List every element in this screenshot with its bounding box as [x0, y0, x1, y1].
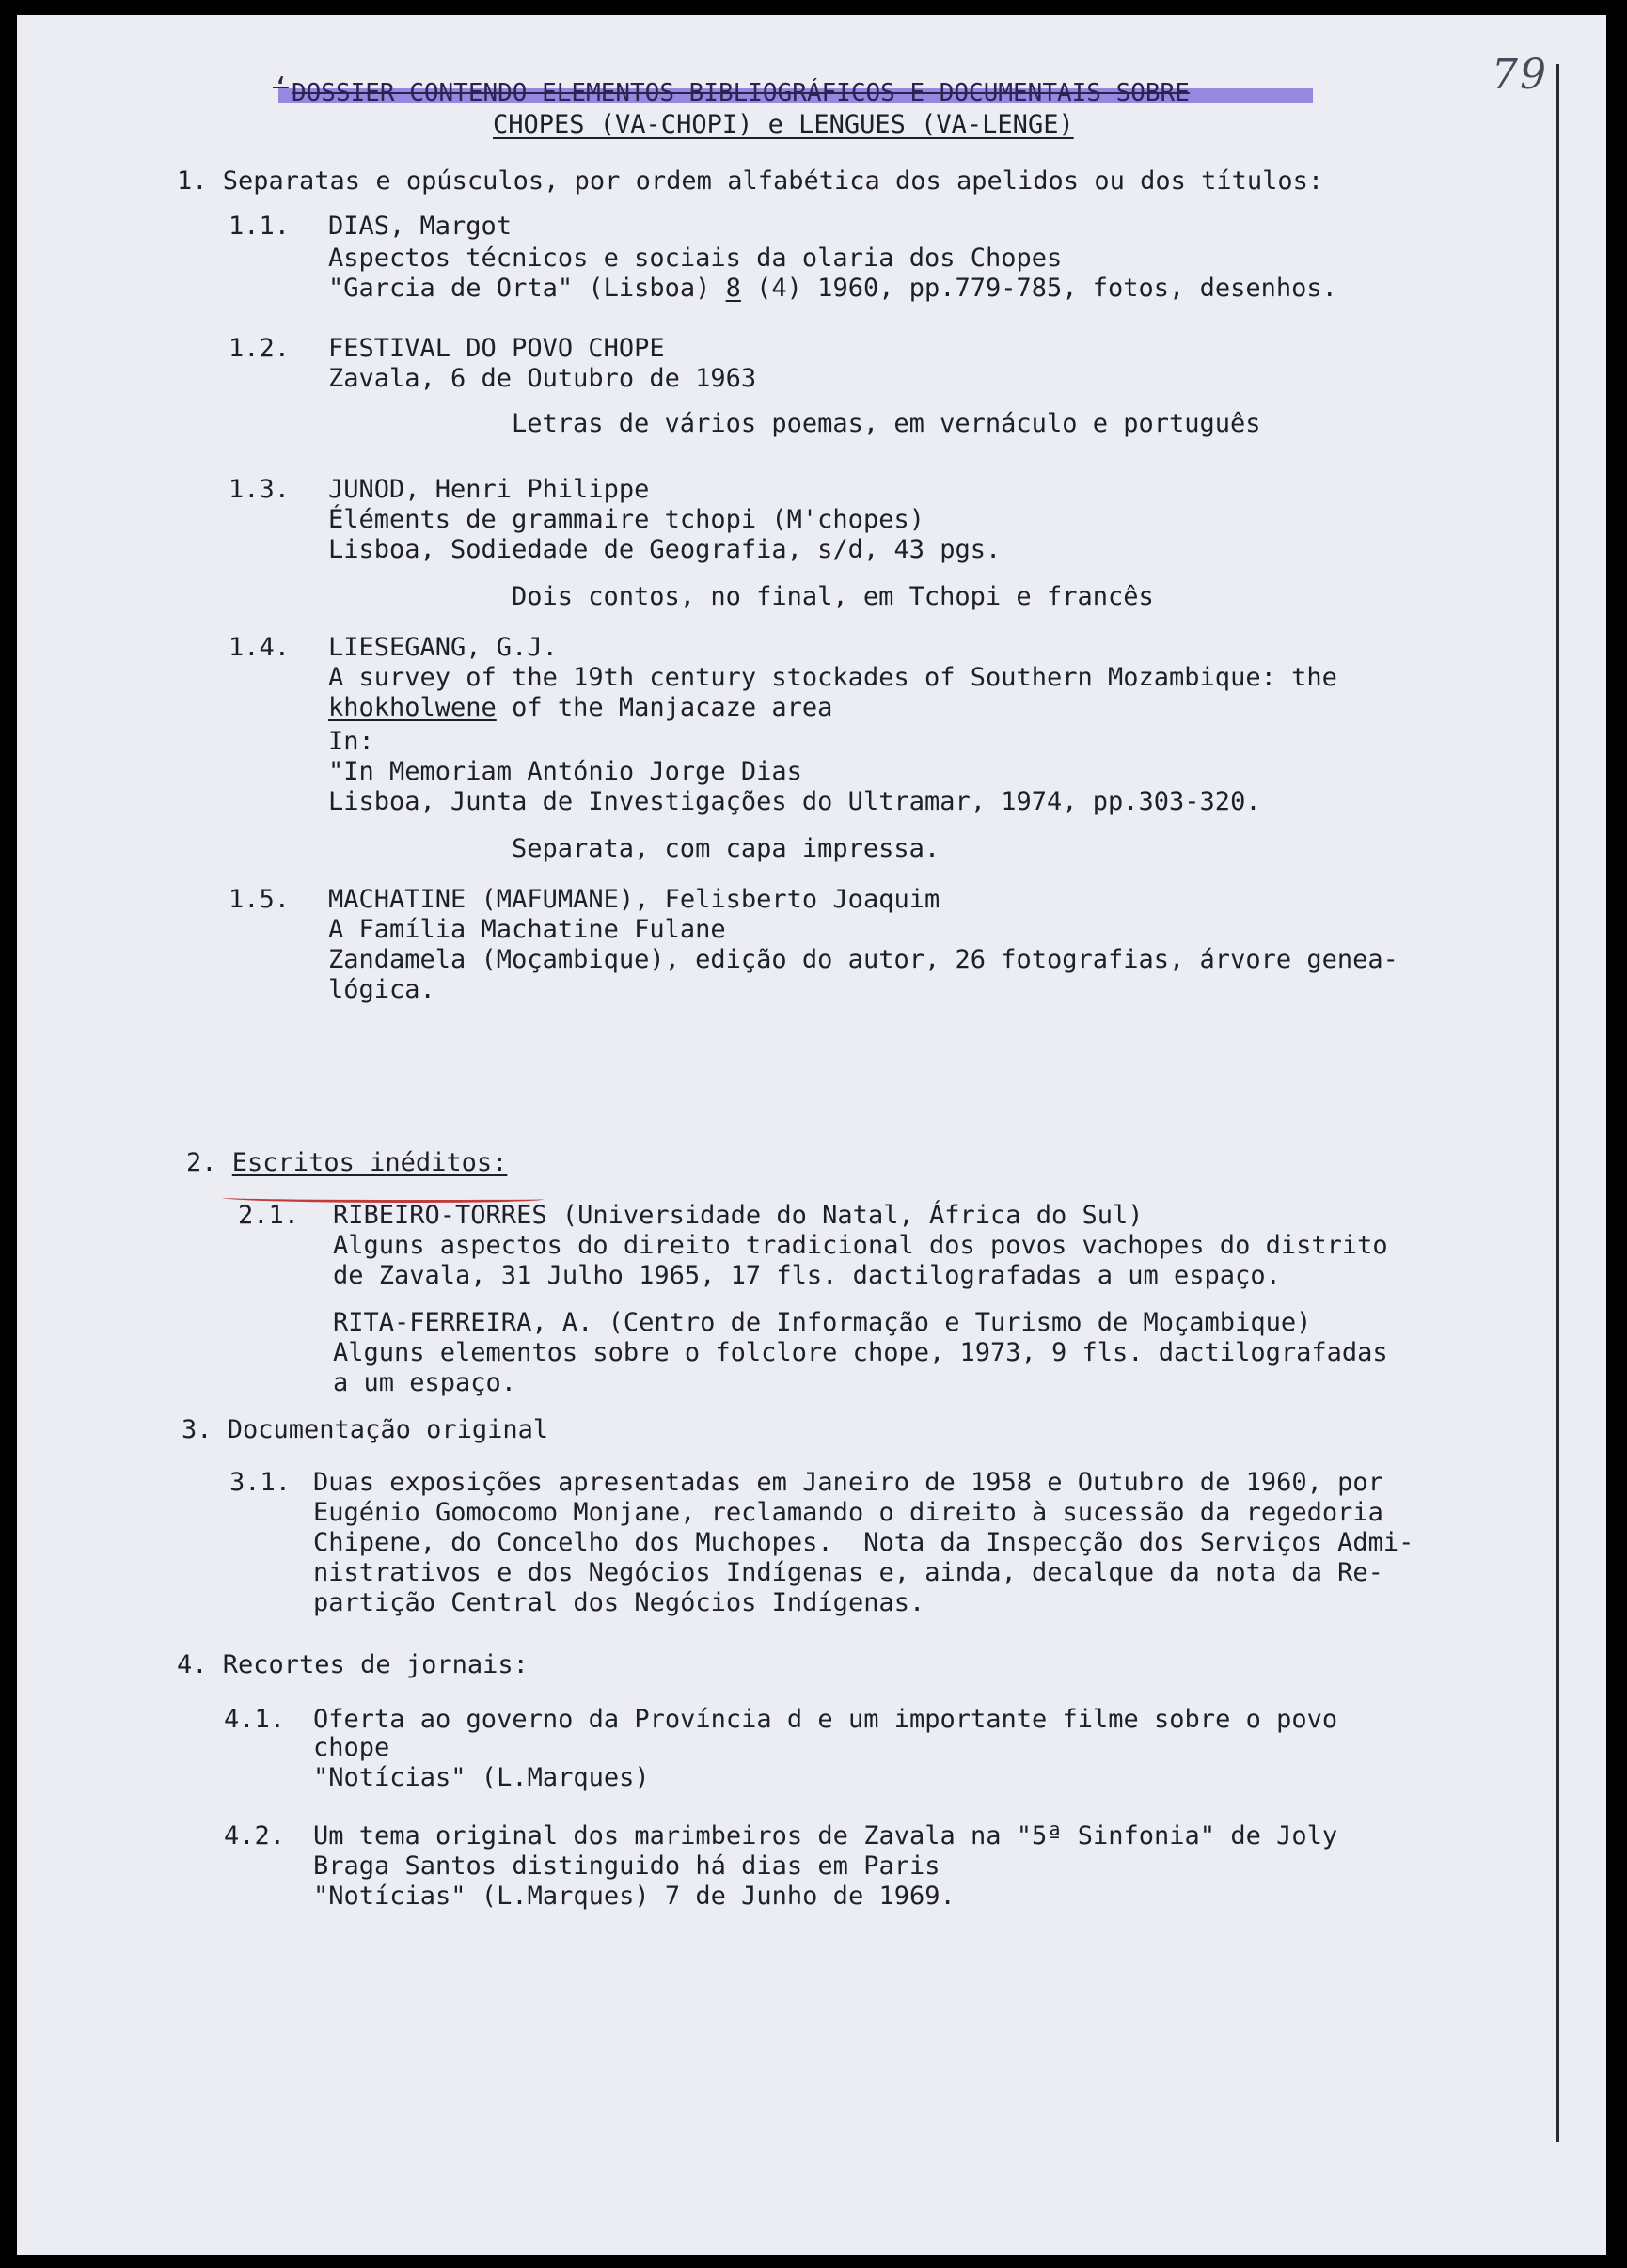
entry-number: 2.1.	[238, 1201, 300, 1230]
entry-source	[328, 275, 1337, 303]
entry-title-cont: Braga Santos distinguido há dias em Paris	[313, 1851, 940, 1881]
section-1-heading: 1. Separatas e opúsculos, por ordem alfabética dos apelidos ou dos títulos:	[177, 166, 1324, 196]
section-number: 2.	[186, 1148, 232, 1177]
entry-text: Chipene, do Concelho dos Muchopes. Nota da Inspecção dos Serviços Admi-	[313, 1528, 1414, 1557]
entry-collection: "In Memoriam António Jorge Dias	[328, 757, 802, 786]
entry-author: RITA-FERREIRA, A. (Centro de Informação e Turismo de Moçambique)	[333, 1308, 1312, 1337]
entry-author: JUNOD, Henri Philippe	[328, 475, 650, 504]
tick-mark: ‘	[273, 71, 289, 102]
entry-title-part: of the Manjacaze area	[496, 693, 833, 722]
entry-title-cont	[328, 694, 832, 722]
section-title: Escritos inéditos:	[231, 1148, 508, 1177]
entry-title-cont: de Zavala, 31 Julho 1965, 17 fls. dactilografadas a um espaço.	[333, 1261, 1281, 1290]
entry-title: A survey of the 19th century stockades of Southern Mozambique: the	[328, 663, 1337, 692]
entry-source-part: "Garcia de Orta" (Lisboa)	[328, 274, 726, 303]
entry-author: LIESEGANG, G.J.	[328, 633, 558, 662]
entry-number: 1.1.	[229, 212, 291, 241]
entry-title: Alguns elementos sobre o folclore chope, 1973, 9 fls. dactilografadas	[333, 1338, 1388, 1367]
entry-text: Eugénio Gomocomo Monjane, reclamando o direito à sucessão da regedoria	[313, 1498, 1383, 1527]
entry-title: A Família Machatine Fulane	[328, 915, 726, 944]
entry-note: Separata, com capa impressa.	[512, 834, 940, 863]
entry-source: "Notícias" (L.Marques)	[313, 1763, 650, 1792]
section-3-heading: 3. Documentação original	[182, 1415, 549, 1444]
entry-text: partição Central dos Negócios Indígenas.	[313, 1588, 925, 1617]
margin-rule	[1556, 64, 1559, 2142]
struck-title-text: DOSSIER CONTENDO ELEMENTOS BIBLIOGRÁFICOS E DOCUMENTAIS SOBRE	[292, 79, 1190, 107]
entry-number: 1.2.	[229, 334, 291, 363]
entry-title-cont: chope	[313, 1733, 390, 1762]
entry-number: 1.5.	[229, 885, 291, 914]
entry-author: MACHATINE (MAFUMANE), Felisberto Joaquim	[328, 885, 940, 914]
entry-title: Éléments de grammaire tchopi (M'chopes)	[328, 505, 924, 534]
entry-number: 1.3.	[229, 475, 291, 504]
entry-author: FESTIVAL DO POVO CHOPE	[328, 334, 665, 363]
entry-number: 4.1.	[224, 1705, 286, 1734]
entry-text: Duas exposições apresentadas em Janeiro de 1958 e Outubro de 1960, por	[313, 1468, 1383, 1497]
document-subtitle: CHOPES (VA-CHOPI) e LENGUES (VA-LENGE)	[493, 110, 1074, 139]
entry-note: Letras de vários poemas, em vernáculo e português	[512, 409, 1261, 438]
entry-author: DIAS, Margot	[328, 212, 513, 241]
entry-number: 3.1.	[229, 1468, 292, 1497]
entry-title: Zavala, 6 de Outubro de 1963	[328, 364, 757, 393]
entry-in: In:	[328, 727, 374, 756]
entry-source: Lisboa, Junta de Investigações do Ultramar, 1974, pp.303-320.	[328, 787, 1261, 816]
section-2-heading	[186, 1149, 507, 1177]
entry-source-part: (4) 1960, pp.779-785, fotos, desenhos.	[740, 274, 1337, 303]
entry-number: 4.2.	[224, 1821, 286, 1851]
entry-text: nistrativos e dos Negócios Indígenas e, ainda, decalque da nota da Re-	[313, 1558, 1383, 1587]
entry-author: RIBEIRO-TORRES (Universidade do Natal, África do Sul)	[333, 1201, 1144, 1230]
entry-number: 1.4.	[229, 633, 291, 662]
entry-source: Lisboa, Sodiedade de Geografia, s/d, 43 pgs.	[328, 535, 1002, 564]
entry-note: Dois contos, no final, em Tchopi e francês	[512, 582, 1154, 611]
entry-title: Um tema original dos marimbeiros de Zavala na "5ª Sinfonia" de Joly	[313, 1821, 1338, 1851]
page-number: 79	[1492, 51, 1548, 99]
entry-volume: 8	[725, 274, 741, 303]
entry-source: Zandamela (Moçambique), edição do autor, 26 fotografias, árvore genea-	[328, 945, 1398, 974]
struck-title	[273, 71, 1313, 107]
entry-title: Alguns aspectos do direito tradicional dos povos vachopes do distrito	[333, 1231, 1388, 1260]
entry-source-cont: lógica.	[328, 975, 435, 1004]
document-page	[17, 15, 1606, 2255]
entry-title: Oferta ao governo da Província d e um importante filme sobre o povo	[313, 1705, 1338, 1734]
entry-source: "Notícias" (L.Marques) 7 de Junho de 1969.	[313, 1882, 956, 1911]
entry-title: Aspectos técnicos e sociais da olaria dos Chopes	[328, 244, 1063, 273]
entry-title-cont: a um espaço.	[333, 1368, 517, 1397]
section-4-heading: 4. Recortes de jornais:	[177, 1650, 529, 1679]
underlined-term: khokholwene	[328, 693, 497, 722]
